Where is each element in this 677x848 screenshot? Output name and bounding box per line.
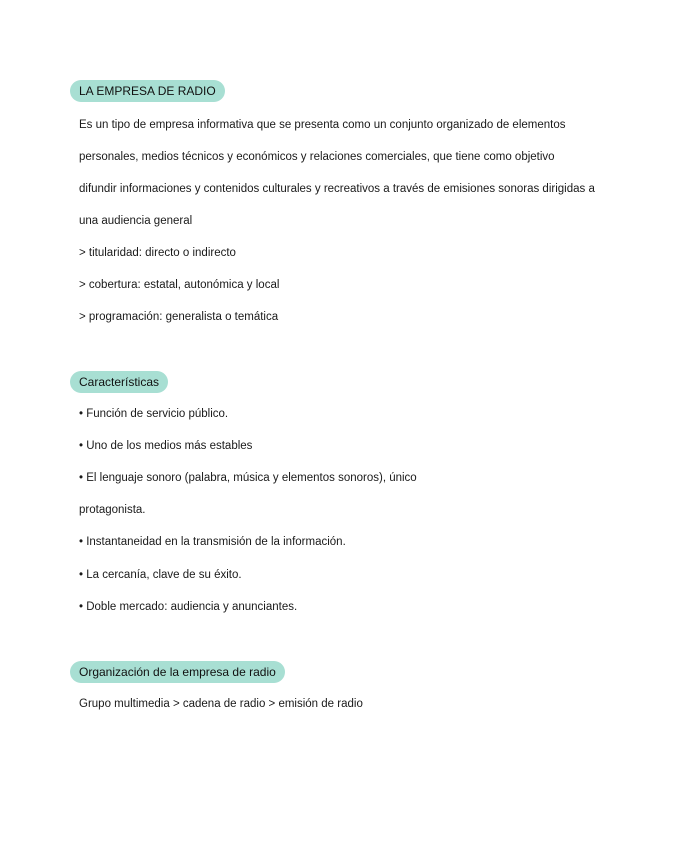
bullet-item: • Uno de los medios más estables [79, 440, 253, 452]
paragraph-line: difundir informaciones y contenidos culturales y recreativos a través de emisiones sonoras dirigidas a [79, 183, 595, 195]
paragraph-line: personales, medios técnicos y económicos y relaciones comerciales, que tiene como objetivo [79, 151, 555, 163]
bullet-item: • Función de servicio público. [79, 408, 229, 420]
paragraph-line: una audiencia general [79, 215, 193, 227]
bullet-item: • El lenguaje sonoro (palabra, música y elementos sonoros), único [79, 472, 417, 484]
paragraph-line: Es un tipo de empresa informativa que se presenta como un conjunto organizado de elementos [79, 119, 566, 131]
bullet-item: • Instantaneidad en la transmisión de la información. [79, 536, 346, 548]
list-item-titularidad: > titularidad: directo o indirecto [79, 247, 236, 259]
section-heading-caracteristicas: Características [70, 371, 168, 393]
bullet-item: • Doble mercado: audiencia y anunciantes. [79, 601, 298, 613]
paragraph-line: Grupo multimedia > cadena de radio > emisión de radio [79, 698, 363, 710]
bullet-item-continuation: protagonista. [79, 504, 146, 516]
bullet-item: • La cercanía, clave de su éxito. [79, 569, 242, 581]
list-item-programacion: > programación: generalista o temática [79, 311, 279, 323]
section-heading-organizacion: Organización de la empresa de radio [70, 661, 285, 683]
section-heading-empresa-radio: LA EMPRESA DE RADIO [70, 80, 225, 102]
list-item-cobertura: > cobertura: estatal, autonómica y local [79, 279, 280, 291]
